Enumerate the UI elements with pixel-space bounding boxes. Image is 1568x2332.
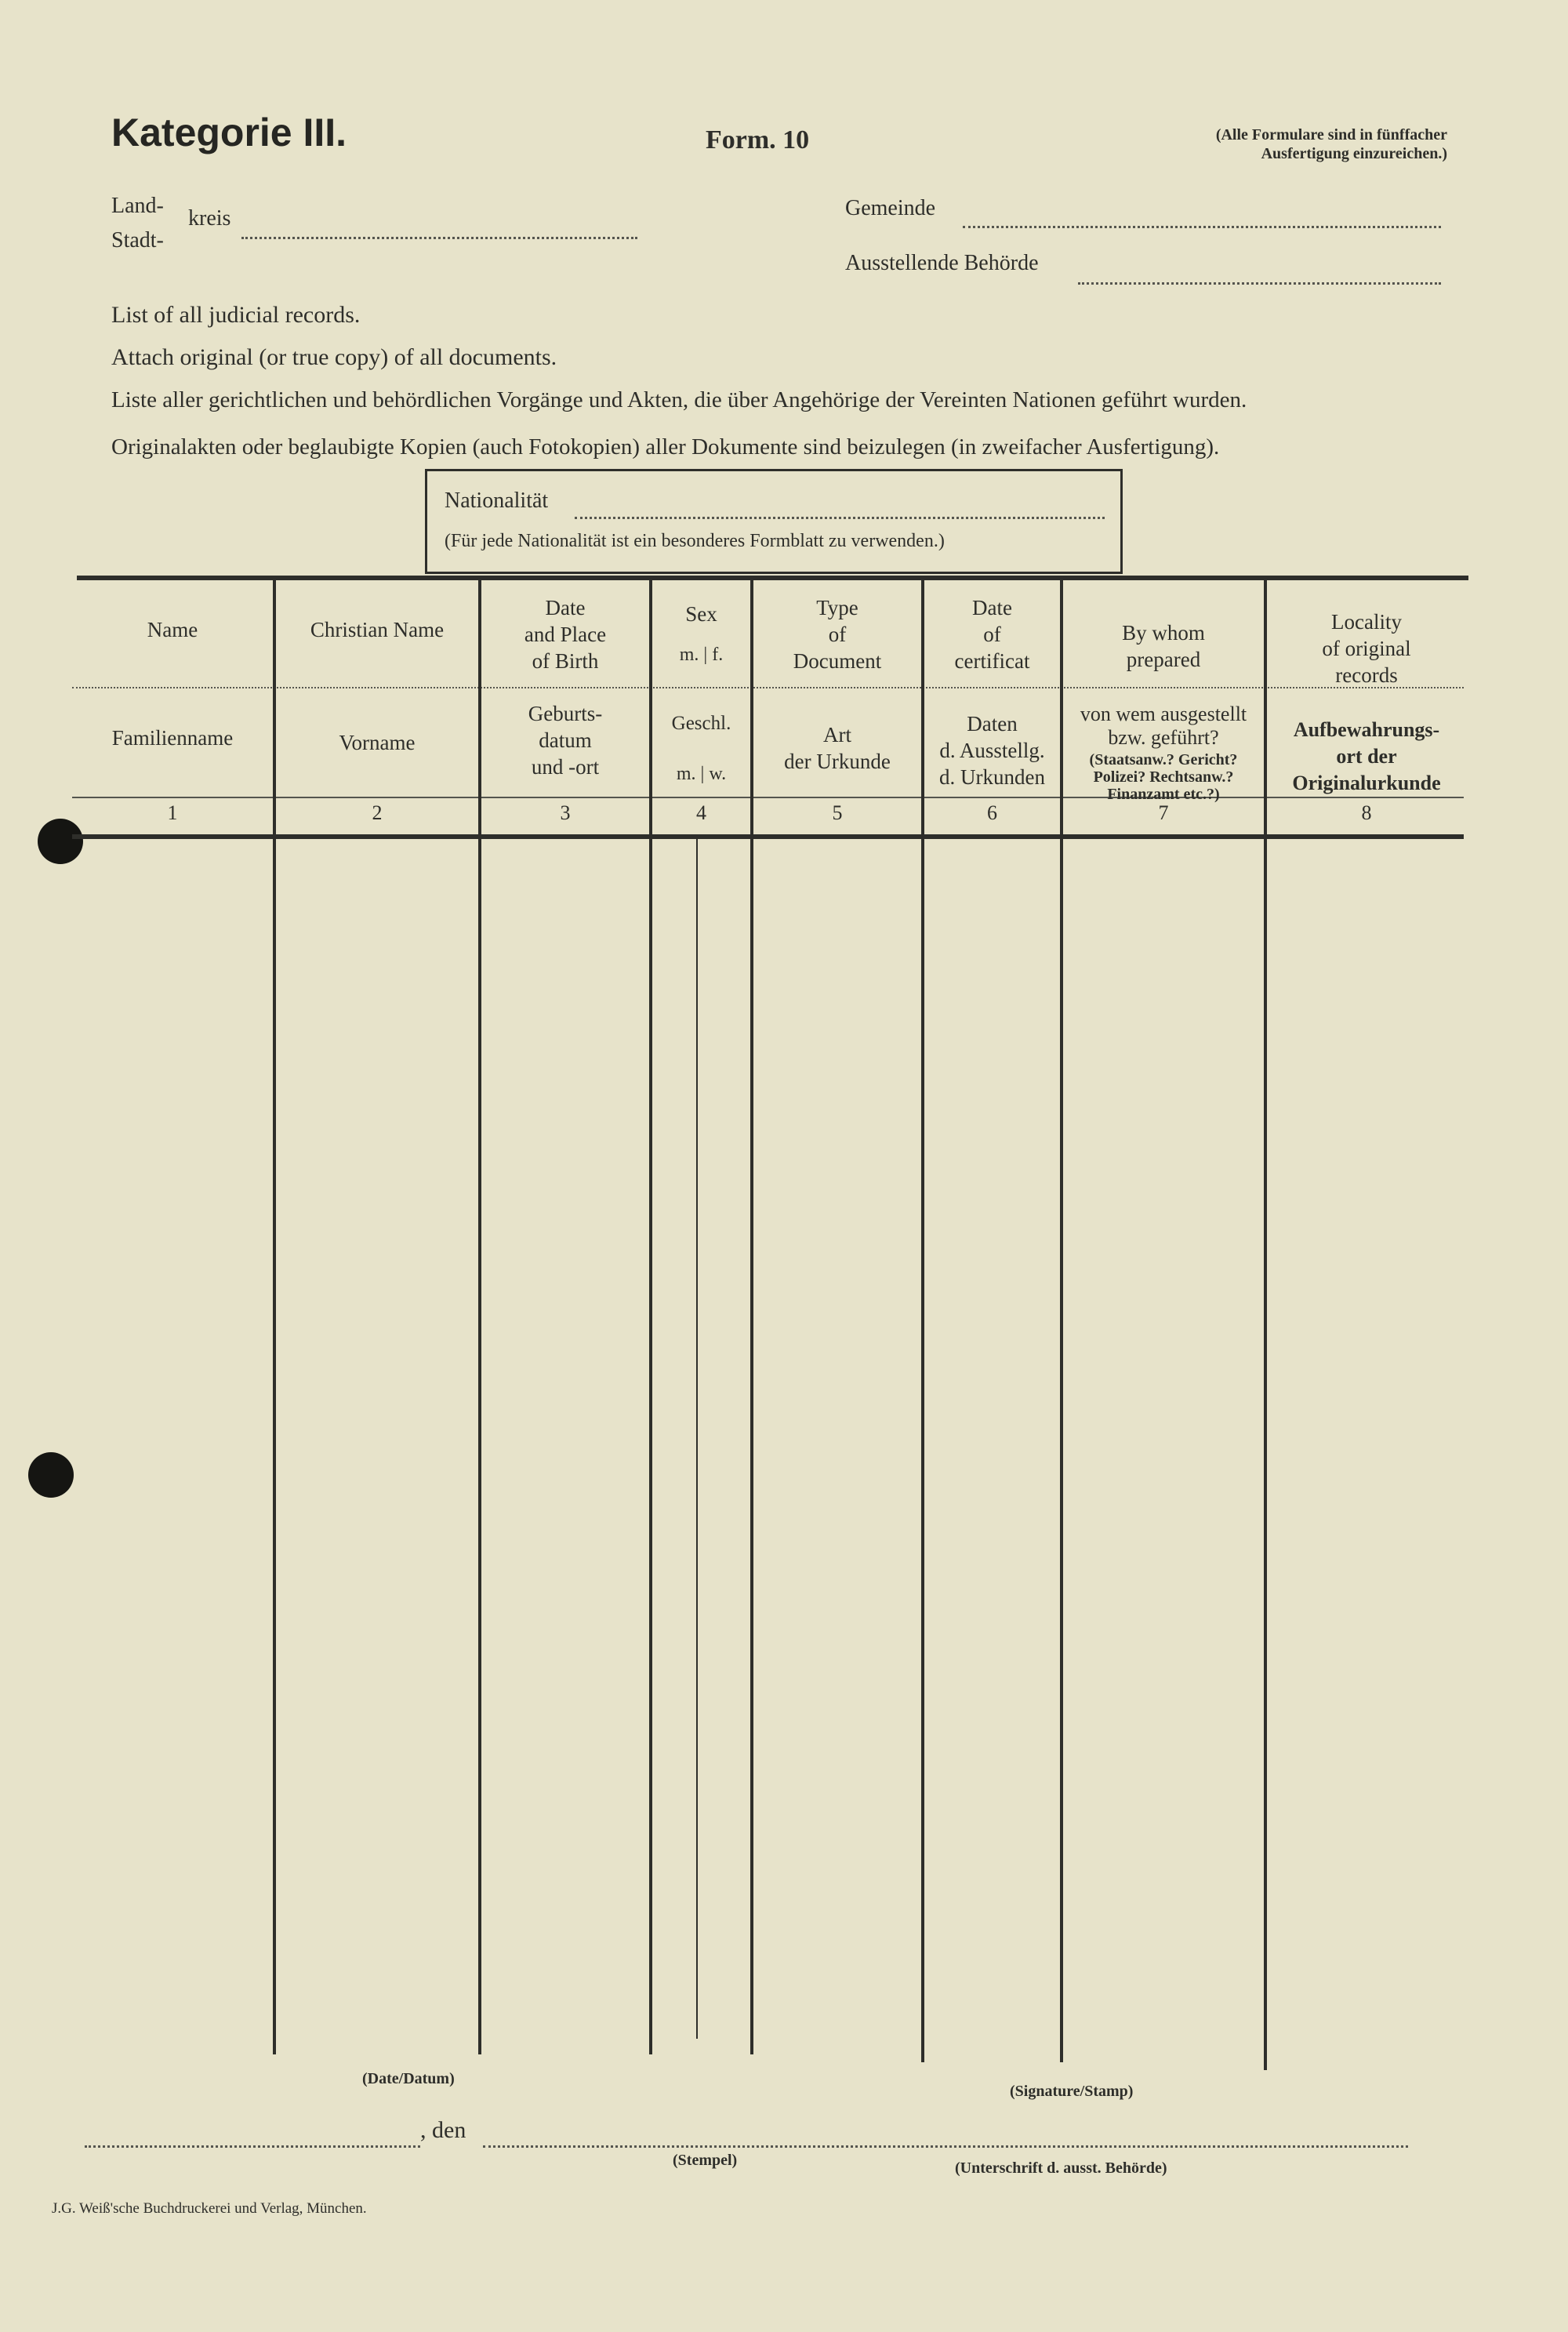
- col-5-number: 5: [832, 801, 843, 824]
- nationality-note: (Für jede Nationalität ist ein besonderes Formblatt zu verwenden.): [445, 531, 945, 551]
- gemeinde-field[interactable]: [963, 202, 1441, 228]
- col-6-number: 6: [987, 801, 997, 824]
- col-4-number: 4: [696, 801, 706, 824]
- col-3-de: Geburts- datum und -ort: [528, 702, 603, 779]
- col-6-en: Date of certificat: [954, 596, 1030, 673]
- records-table-body[interactable]: [72, 839, 1464, 2054]
- kreis-label: kreis: [188, 206, 231, 231]
- printer-imprint: J.G. Weiß'sche Buchdruckerei und Verlag, München.: [52, 2200, 367, 2217]
- stadt-label: Stadt-: [111, 228, 164, 252]
- instruction-de-2: Originalakten oder beglaubigte Kopien (auch Fotokopien) aller Dokumente sind beizulegen (in zweifacher Ausfertigung).: [111, 434, 1220, 459]
- submission-note: [1040, 125, 1447, 163]
- category-title: Kategorie III.: [111, 111, 347, 154]
- col-8-de: Aufbewahrungs- ort der Originalurkunde: [1292, 718, 1441, 794]
- col-3-number: 3: [560, 801, 571, 824]
- nationality-field[interactable]: [575, 495, 1105, 519]
- submission-note-line2: Ausfertigung einzureichen.): [1261, 145, 1447, 162]
- instruction-en-1: List of all judicial records.: [111, 302, 361, 328]
- col-5-de: Art der Urkunde: [784, 723, 891, 773]
- col-7-de: von wem ausgestellt bzw. geführt?: [1080, 703, 1247, 749]
- col-4-de-sub: m. | w.: [676, 764, 727, 784]
- col-7-de-small: (Staatsanw.? Gericht? Polizei? Rechtsanw.? Finanzamt etc.?): [1089, 751, 1238, 803]
- instruction-en-2: Attach original (or true copy) of all documents.: [111, 344, 557, 370]
- col-2-de: Vorname: [339, 731, 416, 754]
- col-8-en: Locality of original records: [1322, 610, 1411, 687]
- col-5-en: Type of Document: [793, 596, 882, 673]
- col-4-de: Geschl.: [671, 713, 731, 734]
- gemeinde-label: Gemeinde: [845, 196, 936, 220]
- col-6-de: Daten d. Ausstellg. d. Urkunden: [939, 712, 1045, 789]
- col-1-number: 1: [167, 801, 178, 824]
- col-2-number: 2: [372, 801, 383, 824]
- nationality-label: Nationalität: [445, 489, 549, 513]
- col-7-number: 7: [1158, 801, 1169, 824]
- land-label: Land-: [111, 194, 164, 218]
- signature-label: (Signature/Stamp): [1010, 2083, 1134, 2100]
- punch-hole-bottom: [28, 1452, 74, 1498]
- nationality-box: [425, 469, 1123, 574]
- col-2-en: Christian Name: [310, 618, 445, 641]
- col-8-number: 8: [1361, 801, 1372, 824]
- col-3-en: Date and Place of Birth: [524, 596, 607, 673]
- table-top-rule: [77, 576, 1468, 580]
- stempel-label: (Stempel): [673, 2152, 738, 2169]
- den-label: , den: [420, 2117, 466, 2143]
- col-7-en: By whom prepared: [1122, 621, 1205, 671]
- behoerde-label: Ausstellende Behörde: [845, 251, 1039, 275]
- unterschrift-label: (Unterschrift d. ausst. Behörde): [955, 2159, 1167, 2177]
- land-stadt-label: [111, 194, 164, 252]
- kreis-field[interactable]: [241, 213, 637, 239]
- instruction-de-1: Liste aller gerichtlichen und behördlichen Vorgänge und Akten, die über Angehörige der Vereinten Nationen geführt wurden.: [111, 387, 1247, 412]
- col-1-de: Familienname: [111, 726, 234, 750]
- behoerde-field[interactable]: [1078, 259, 1441, 285]
- place-field[interactable]: [85, 2123, 420, 2148]
- date-label: (Date/Datum): [362, 2070, 455, 2087]
- col-1-en: Name: [147, 618, 198, 641]
- col-4-en-sub: m. | f.: [679, 645, 724, 665]
- form-number: Form. 10: [706, 125, 810, 154]
- col-4-en: Sex: [685, 602, 717, 626]
- submission-note-line1: (Alle Formulare sind in fünffacher: [1215, 126, 1447, 143]
- date-field[interactable]: [483, 2123, 1408, 2148]
- header-divider: [72, 687, 1464, 688]
